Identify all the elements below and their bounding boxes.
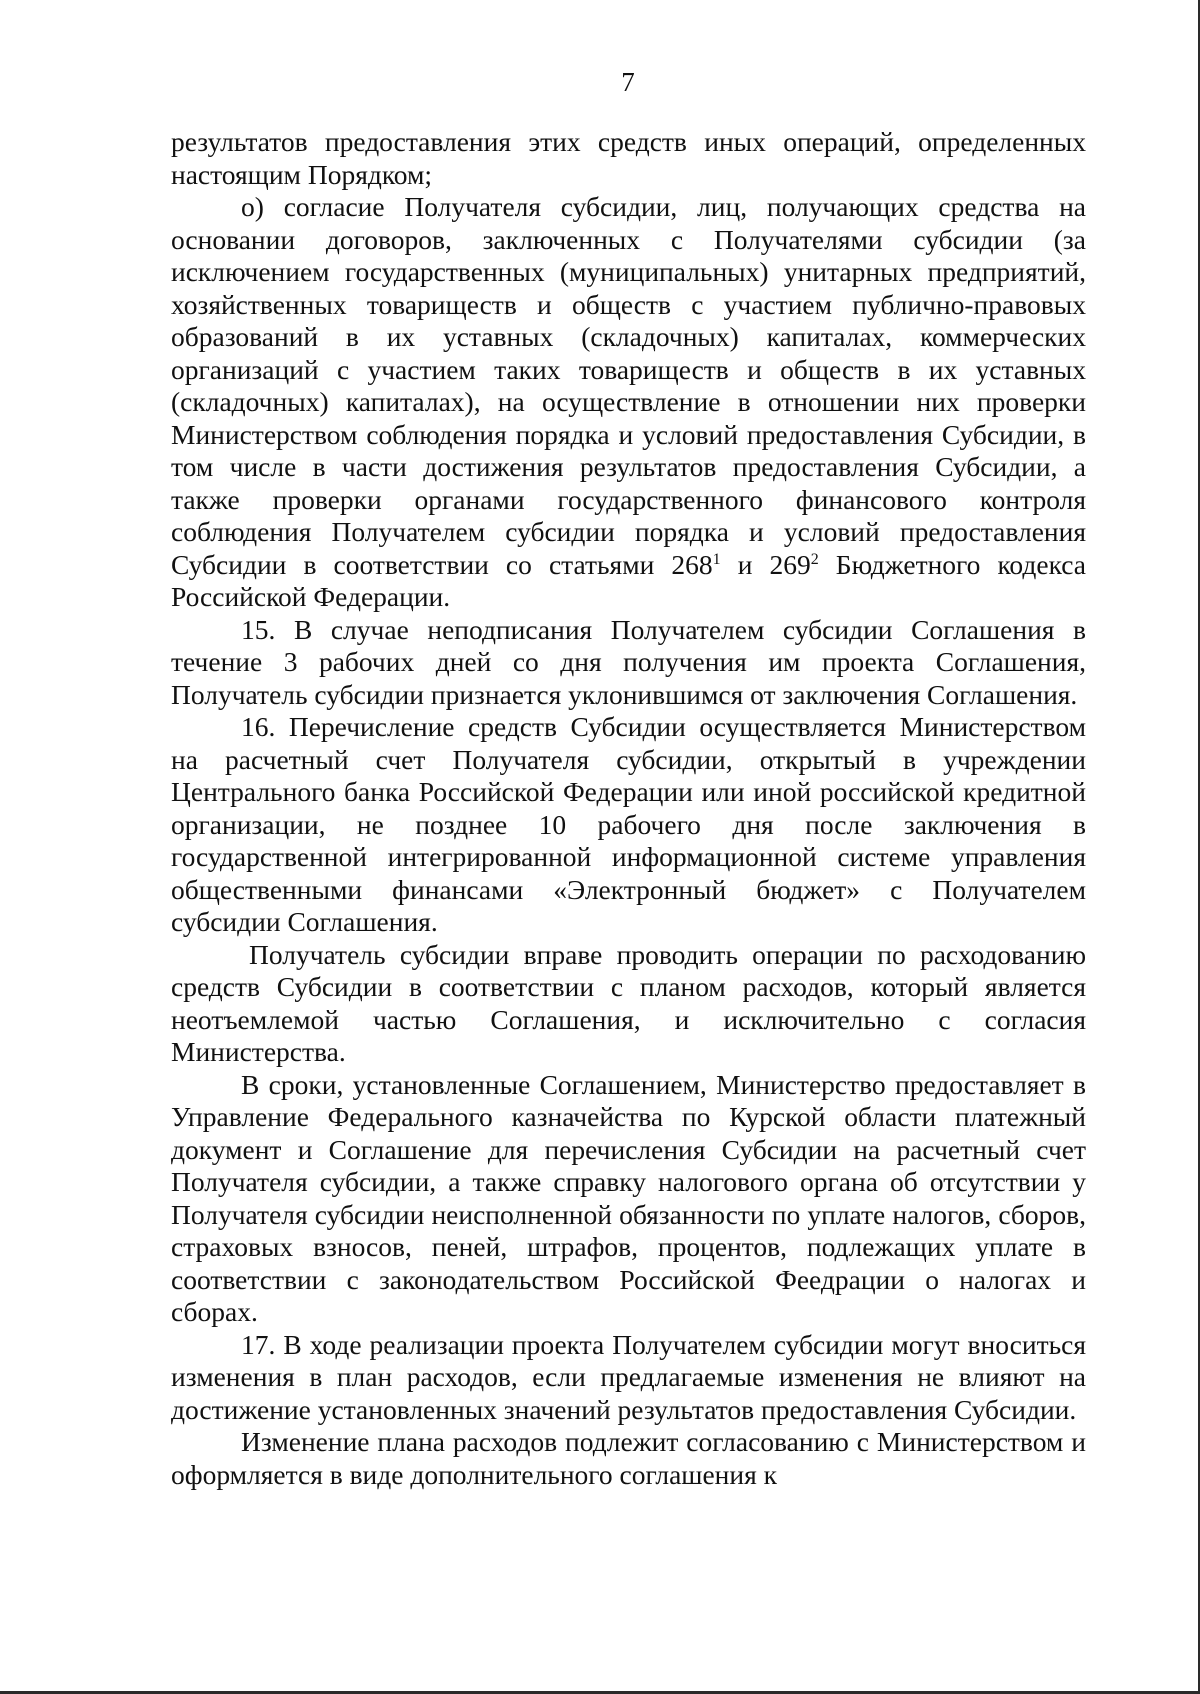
paragraph-continuation: результатов предоставления этих средств иных операций, определенных настоящим Порядком;: [171, 126, 1086, 190]
paragraph-item-o: [171, 191, 1086, 614]
paragraph-plan-change: Изменение плана расходов подлежит согласованию с Министерством и оформляется в виде дополнительного соглашения к: [171, 1426, 1086, 1490]
paragraph-clause-16: 16. Перечисление средств Субсидии осуществляется Министерством на расчетный счет Получателя субсидии, открытый в учреждении Центрального банка Российской Федерации или иной российской кредитной организации, не позднее 10 рабочего дня после заключения в государственной интегрированной информационной системе управления общественными финансами «Электронный бюджет» с Получателем субсидии Соглашения.: [171, 711, 1086, 937]
page-number: 7: [621, 67, 635, 97]
paragraph-item-o-tail: Бюджетного кодекса Российской Федерации.: [171, 548, 1086, 612]
paragraph-item-o-text: о) согласие Получателя субсидии, лиц, получающих средства на основании договоров, заключенных с Получателями субсидии (за исключением государственных (муниципальных) унитарных предприятий, хозяйственных товариществ и обществ с участием публично-правовых образований в их уставных (складочных) капиталах, коммерческих организаций с участием таких товариществ и обществ в их уставных (складочных) капиталах), на осуществление в отношении них проверки Министерством соблюдения порядка и условий предоставления Субсидии, в том числе в части достижения результатов предоставления Субсидии, а также проверки органами государственного финансового контроля соблюдения Получателем субсидии порядка и условий предоставления Субсидии в соответствии со статьями 268: [171, 191, 1086, 580]
paragraph-operations: Получатель субсидии вправе проводить операции по расходованию средств Субсидии в соответствии с планом расходов, который является неотъемлемой частью Соглашения, и исключительно с согласия Министерства.: [171, 938, 1086, 1067]
footnote-sup-268: 1: [712, 550, 721, 568]
paragraph-item-o-mid: и 269: [720, 548, 811, 580]
paragraph-clause-17: 17. В ходе реализации проекта Получателем субсидии могут вноситься изменения в план расходов, если предлагаемые изменения не влияют на достижение установленных значений результатов предоставления Субсидии.: [171, 1328, 1086, 1425]
paragraph-terms: В сроки, установленные Соглашением, Министерство предоставляет в Управление Федерального казначейства по Курской области платежный документ и Соглашение для перечисления Субсидии на расчетный счет Получателя субсидии, а также справку налогового органа об отсутствии у Получателя субсидии неисполненной обязанности по уплате налогов, сборов, страховых взносов, пеней, штрафов, процентов, подлежащих уплате в соответствии с законодательством Российской Феедрации о налогах и сборах.: [171, 1068, 1086, 1327]
document-body: [171, 126, 1086, 1491]
paragraph-clause-15: 15. В случае неподписания Получателем субсидии Соглашения в течение 3 рабочих дней со дня получения им проекта Соглашения, Получатель субсидии признается уклонившимся от заключения Соглашения.: [171, 613, 1086, 710]
footnote-sup-269: 2: [810, 550, 819, 568]
